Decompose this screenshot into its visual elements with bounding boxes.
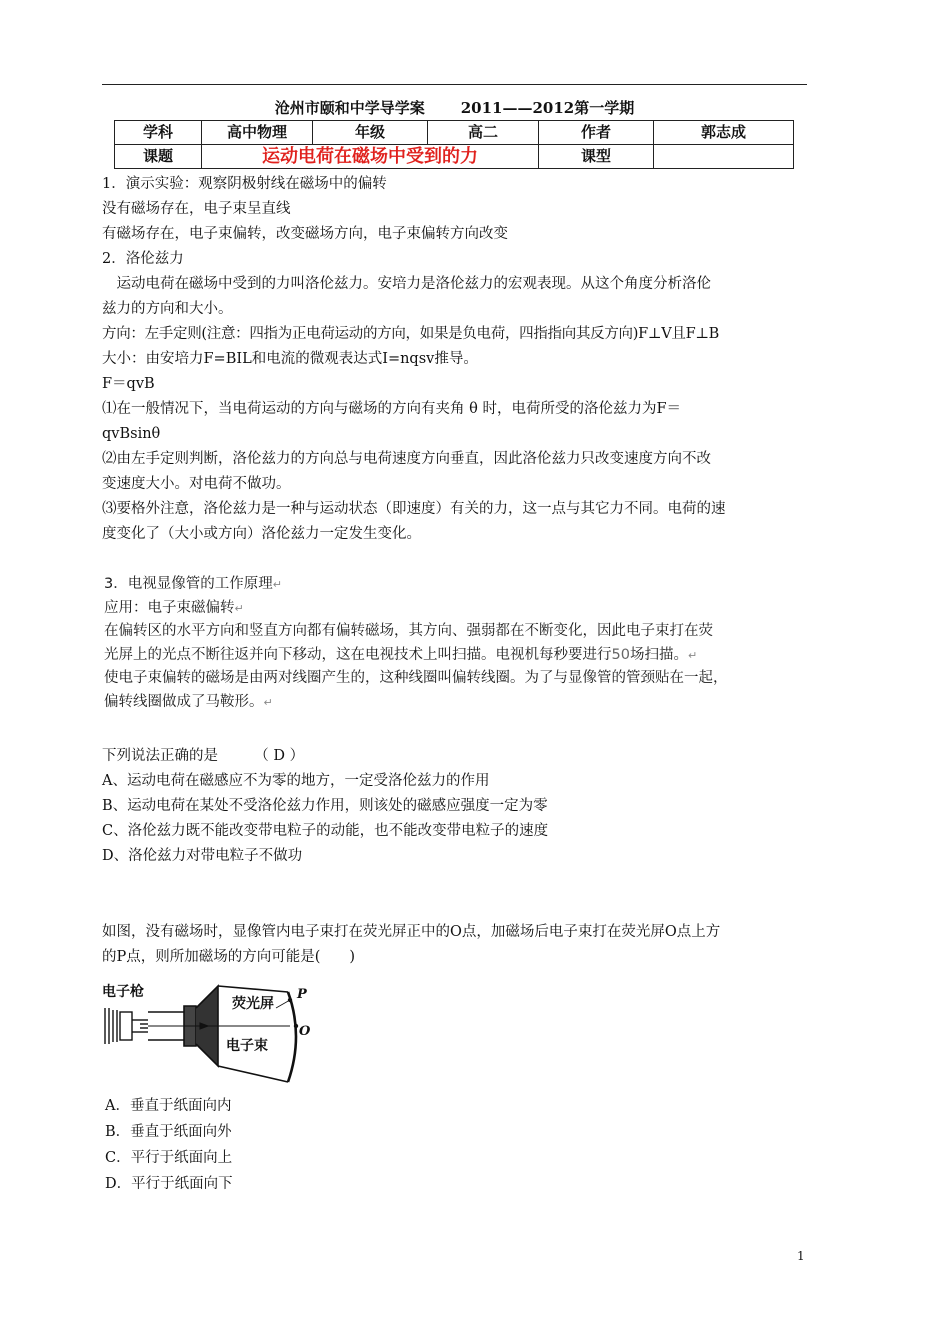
- topic-label: 课题: [115, 145, 202, 169]
- section-1: [102, 172, 812, 547]
- question-2-options: [105, 1093, 233, 1197]
- question-2-option-c: C．平行于纸面向上: [105, 1150, 233, 1166]
- section-2-formula: F＝qvB: [102, 376, 155, 392]
- grade-value: 高二: [428, 121, 539, 145]
- o-label: O: [299, 1024, 311, 1039]
- school-name: 沧州市颐和中学导学案: [274, 99, 425, 117]
- section-2-title: 2．洛伦兹力: [102, 251, 184, 267]
- table-row: [115, 145, 794, 169]
- grade-label: 年级: [313, 121, 428, 145]
- question-1: [102, 744, 812, 869]
- section-2-direction: 方向：左手定则(注意：四指为正电荷运动的方向，如果是负电荷，四指指向其反方向)F⊥V且F⊥B: [102, 326, 720, 342]
- question-1-option-a: A、运动电荷在磁感应不为零的地方，一定受洛伦兹力的作用: [102, 773, 490, 789]
- subject-value: 高中物理: [202, 121, 313, 145]
- section-3-paragraph: 在偏转区的水平方向和竖直方向都有偏转磁场，其方向、强弱都在不断变化，因此电子束打在荧: [104, 623, 713, 639]
- question-2-option-b: B．垂直于纸面向外: [105, 1124, 232, 1140]
- screen-label-leader: [276, 1000, 290, 1008]
- section-3-subtitle: 应用：电子束磁偏转↵: [104, 599, 244, 616]
- page-number: 1: [797, 1249, 805, 1263]
- header-rule: [102, 84, 807, 85]
- electron-beam: [148, 1023, 290, 1029]
- table-row: [115, 121, 794, 145]
- type-value: [654, 145, 794, 169]
- crt-diagram: [100, 978, 330, 1088]
- screen-label: 荧光屏: [232, 996, 274, 1012]
- section-3-paragraph: 偏转线圈做成了马鞍形。↵: [104, 693, 273, 710]
- section-2-point-1: ⑴在一般情况下，当电荷运动的方向与磁场的方向有夹角 θ 时，电荷所受的洛伦兹力为F＝: [102, 401, 682, 417]
- p-label: P: [297, 987, 307, 1002]
- section-3: [104, 573, 804, 714]
- section-1-line: 没有磁场存在，电子束呈直线: [102, 201, 291, 217]
- question-1-option-d: D、洛伦兹力对带电粒子不做功: [102, 848, 303, 864]
- section-3-paragraph: 光屏上的光点不断往返并向下移动，这在电视技术上叫扫描。电视机每秒要进行50场扫描。↵: [104, 646, 698, 663]
- section-3-title: 3．电视显像管的工作原理↵: [104, 576, 282, 592]
- beam-label: 电子束: [226, 1038, 268, 1054]
- meta-table: [114, 120, 794, 169]
- section-2-point-3: ⑶要格外注意，洛伦兹力是一种与运动状态（即速度）有关的力，这一点与其它力不同。电荷的速: [102, 501, 726, 517]
- electron-gun-icon: [105, 1008, 148, 1044]
- section-2-point-1: qvBsinθ: [102, 426, 161, 442]
- section-2-intro: 运动电荷在磁场中受到的力叫洛伦兹力。安培力是洛伦兹力的宏观表现。从这个角度分析洛伦: [102, 276, 711, 292]
- term-label: 2011——2012第一学期: [460, 99, 635, 117]
- section-1-line: 有磁场存在，电子束偏转，改变磁场方向，电子束偏转方向改变: [102, 226, 508, 242]
- author-value: 郭志成: [654, 121, 794, 145]
- section-1-title: 1．演示实验：观察阴极射线在磁场中的偏转: [102, 176, 387, 192]
- section-2-point-2: ⑵由左手定则判断，洛伦兹力的方向总与电荷速度方向垂直，因此洛伦兹力只改变速度方向不改: [102, 451, 711, 467]
- question-2: [102, 920, 812, 970]
- question-2-option-d: D．平行于纸面向下: [105, 1176, 233, 1192]
- question-2-option-a: A．垂直于纸面向内: [105, 1098, 232, 1114]
- author-label: 作者: [539, 121, 654, 145]
- section-3-paragraph: 使电子束偏转的磁场是由两对线圈产生的，这种线圈叫偏转线圈。为了与显像管的管颈贴在一起，: [104, 670, 728, 686]
- section-2-point-2: 变速度大小。对电荷不做功。: [102, 476, 291, 492]
- section-2-point-3: 度变化了（大小或方向）洛伦兹力一定发生变化。: [102, 526, 421, 542]
- document-header: [102, 97, 807, 118]
- section-2-magnitude: 大小：由安培力F=BIL和电流的微观表达式I=nqsv推导。: [102, 351, 478, 367]
- question-2-stem: 的P点，则所加磁场的方向可能是( ): [102, 949, 356, 965]
- question-1-option-b: B、运动电荷在某处不受洛伦兹力作用，则该处的磁感应强度一定为零: [102, 798, 548, 814]
- type-label: 课型: [539, 145, 654, 169]
- subject-label: 学科: [115, 121, 202, 145]
- question-1-option-c: C、洛伦兹力既不能改变带电粒子的动能，也不能改变带电粒子的速度: [102, 823, 549, 839]
- topic-value: 运动电荷在磁场中受到的力: [202, 145, 539, 169]
- question-2-stem: 如图，没有磁场时，显像管内电子束打在荧光屏正中的O点，加磁场后电子束打在荧光屏O点上方: [102, 924, 721, 940]
- section-2-intro: 兹力的方向和大小。: [102, 301, 233, 317]
- question-1-stem: 下列说法正确的是 （ D ）: [102, 748, 305, 764]
- point-o-marker: [294, 1024, 298, 1028]
- gun-label: 电子枪: [102, 984, 144, 1000]
